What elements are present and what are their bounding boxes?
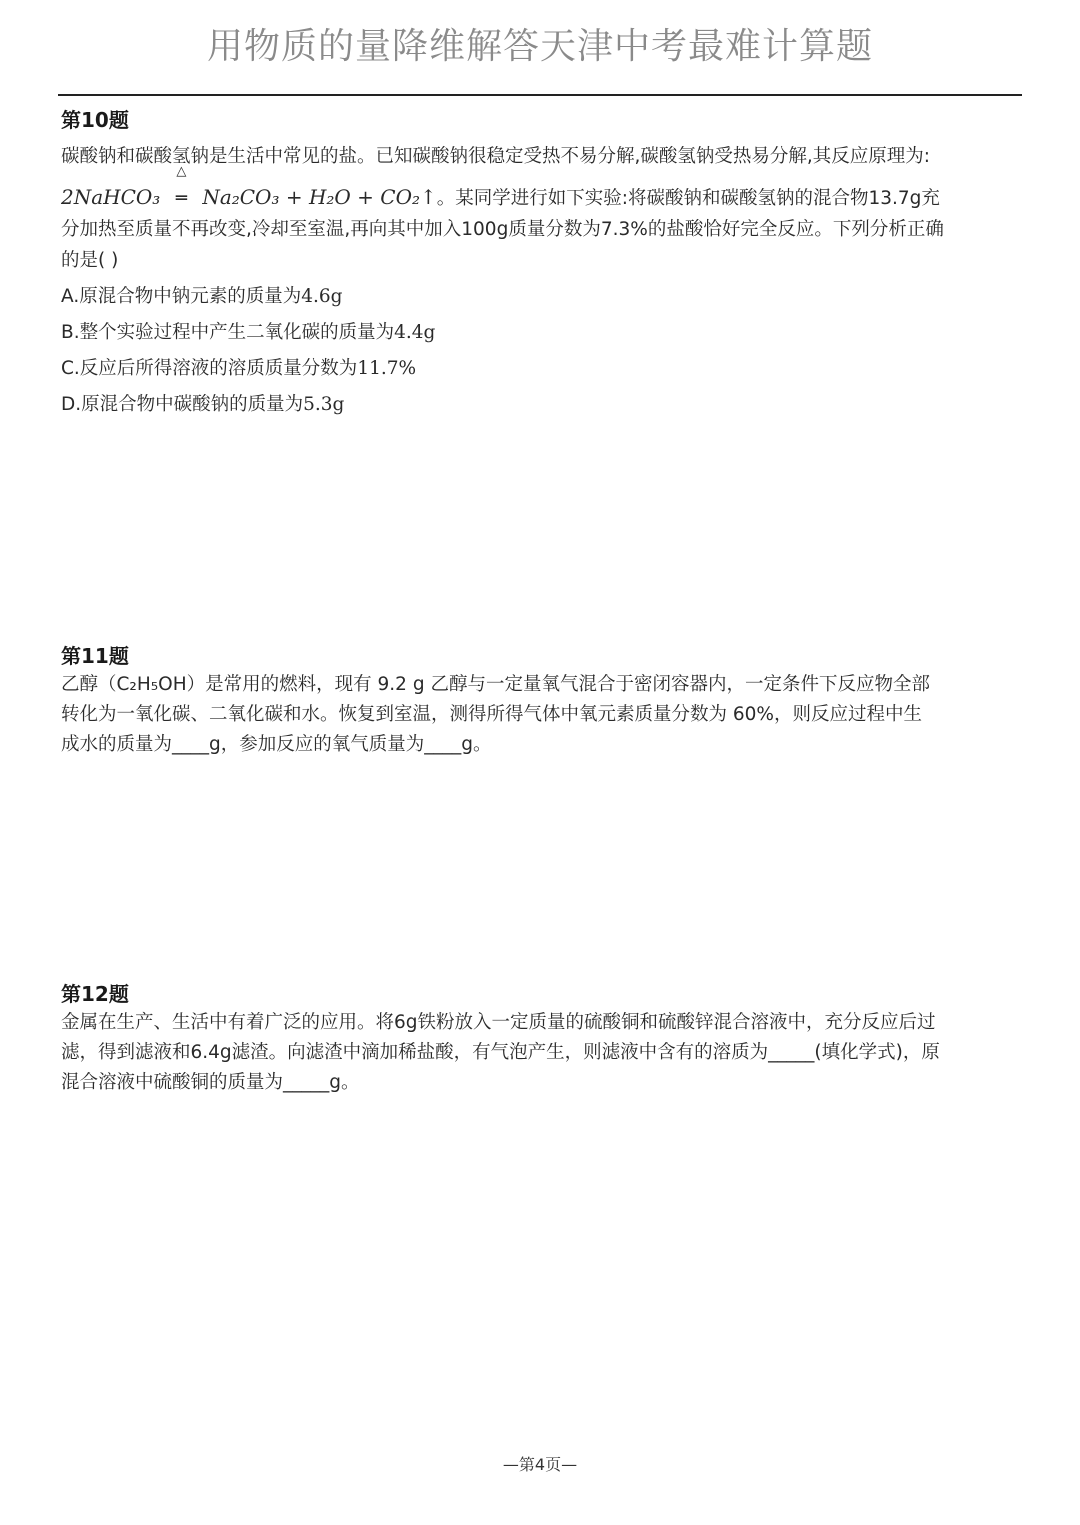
option-c-label: C.反应后所得溶液的溶质质量分数为: [61, 358, 358, 379]
question-10-line-3: 分加热至质量不再改变,冷却至室温,再向其中加入100g质量分数为7.3%的盐酸恰好完全反应。下列分析正确: [61, 219, 944, 240]
option-b: [61, 317, 1021, 348]
question-12-heading: 第12题: [61, 982, 129, 1006]
option-a-value: 4.6g: [301, 286, 343, 307]
question-12-line-3: 混合溶液中硫酸铜的质量为_____g。: [61, 1072, 360, 1093]
equation-products: Na₂CO₃ + H₂O + CO₂↑: [202, 185, 437, 209]
question-10-heading: 第10题: [61, 108, 129, 132]
title-divider: [58, 94, 1022, 96]
page-number: —第4页—: [502, 1455, 578, 1474]
question-10-line-2-tail: 。某同学进行如下实验:将碳酸钠和碳酸氢钠的混合物13.7g充: [436, 188, 940, 209]
equation-arrow: [166, 164, 196, 214]
option-c-value: 11.7%: [357, 358, 417, 379]
question-11-line-3: 成水的质量为____g，参加反应的氧气质量为____g。: [61, 734, 492, 755]
option-a-label: A.原混合物中钠元素的质量为: [61, 286, 302, 307]
page-title: 用物质的量降维解答天津中考最难计算题: [206, 26, 873, 67]
option-a: [61, 281, 1021, 312]
equation-reactant: 2NaHCO₃: [61, 185, 161, 209]
option-c: [61, 353, 1021, 384]
question-12-body: [61, 1008, 1021, 1098]
question-11-line-1: 乙醇（C₂H₅OH）是常用的燃料，现有 9.2 g 乙醇与一定量氧气混合于密闭容器内，一定条件下反应物全部: [61, 674, 930, 695]
option-d-label: D.原混合物中碳酸钠的质量为: [61, 394, 304, 415]
question-12-line-1: 金属在生产、生活中有着广泛的应用。将6g铁粉放入一定质量的硫酸铜和硫酸锌混合溶液中，充分反应后过: [61, 1012, 936, 1033]
option-b-value: 4.4g: [394, 322, 436, 343]
option-b-label: B.整个实验过程中产生二氧化碳的质量为: [61, 322, 395, 343]
question-10-line-4: 的是( ): [61, 250, 119, 271]
question-11-body: [61, 670, 1021, 760]
question-12-line-2: 滤，得到滤液和6.4g滤渣。向滤渣中滴加稀盐酸，有气泡产生，则滤液中含有的溶质为_____(填化学式)，原: [61, 1042, 940, 1063]
option-d-value: 5.3g: [303, 394, 345, 415]
question-10-body: [61, 141, 1021, 420]
question-10-line-1: 碳酸钠和碳酸氢钠是生活中常见的盐。已知碳酸钠很稳定受热不易分解,碳酸氢钠受热易分解,其反应原理为:: [61, 146, 930, 167]
question-11-line-2: 转化为一氧化碳、二氧化碳和水。恢复到室温，测得所得气体中氧元素质量分数为 60%，则反应过程中生: [61, 704, 923, 725]
equation-sign: ═: [175, 188, 187, 209]
heat-condition-icon: △: [176, 164, 187, 179]
question-10-equation-line: [61, 164, 1021, 214]
question-11-heading: 第11题: [61, 644, 129, 668]
option-d: [61, 389, 1021, 420]
